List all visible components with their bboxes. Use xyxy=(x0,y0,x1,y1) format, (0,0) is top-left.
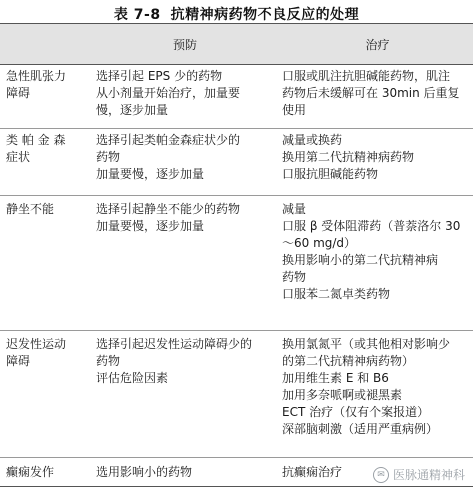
cell-line: 选择引起类帕金森症状少的 xyxy=(96,133,241,147)
wechat-icon: ✉ xyxy=(373,467,389,483)
prevention-cell xyxy=(96,464,272,481)
cell-line: 深部脑刺激（适用严重病例） xyxy=(282,422,439,436)
treatment-cell xyxy=(282,132,469,183)
cell-line: ～60 mg/d） xyxy=(282,236,357,250)
cell-line: 类 帕 金 森 xyxy=(6,133,66,147)
cell-line: 症状 xyxy=(6,150,31,164)
side-effect-cell xyxy=(6,68,90,102)
table-title-text: 抗精神病药物不良反应的处理 xyxy=(170,7,360,23)
cell-line: 口服或肌注抗胆碱能药物，肌注 xyxy=(282,69,451,83)
cell-line: 药物 xyxy=(282,270,307,284)
cell-line: 使用 xyxy=(282,103,307,117)
treatment-cell xyxy=(282,336,469,438)
prevention-cell xyxy=(96,336,272,387)
cell-line: 评估危险因素 xyxy=(96,371,169,385)
cell-line: 口服抗胆碱能药物 xyxy=(282,167,379,181)
cell-line: 的第二代抗精神病药物） xyxy=(282,354,415,368)
cell-line: 抗癫痫治疗 xyxy=(282,465,343,479)
cell-line: 减量 xyxy=(282,202,307,216)
cell-line: 药物后未缓解可在 30min 后重复 xyxy=(282,86,460,100)
bottom-rule xyxy=(0,486,473,487)
cell-line: 减量或换药 xyxy=(282,133,343,147)
cell-line: 选择引起静坐不能少的药物 xyxy=(96,202,241,216)
table-header xyxy=(0,24,473,64)
cell-line: 加用多奈哌啊或褪黑素 xyxy=(282,388,403,402)
header-prevention: 预防 xyxy=(172,38,197,52)
cell-line: 迟发性运动 xyxy=(6,337,67,351)
table-number: 表 7-8 xyxy=(113,7,161,23)
cell-line: 慢，逐步加量 xyxy=(96,103,169,117)
cell-line: 换用第二代抗精神病药物 xyxy=(282,150,415,164)
row-divider xyxy=(0,128,473,129)
cell-line: 加量要慢，逐步加量 xyxy=(96,167,205,181)
cell-line: 口服 β 受体阻滞药（普萘洛尔 30 xyxy=(282,219,461,233)
side-effect-cell xyxy=(6,464,90,481)
cell-line: 静坐不能 xyxy=(6,202,55,216)
watermark-text: 医脉通精神科 xyxy=(392,468,465,482)
row-divider xyxy=(0,195,473,196)
cell-line: 障碍 xyxy=(6,354,31,368)
cell-line: 药物 xyxy=(96,150,121,164)
cell-line: 换用氯氮平（或其他相对影响少 xyxy=(282,337,451,351)
prevention-cell xyxy=(96,132,272,183)
side-effect-cell xyxy=(6,336,90,370)
row-divider xyxy=(0,330,473,331)
side-effect-cell xyxy=(6,132,90,166)
cell-line: 口服苯二氮卓类药物 xyxy=(282,287,391,301)
cell-line: 从小剂量开始治疗，加量要 xyxy=(96,86,241,100)
header-treatment: 治疗 xyxy=(365,38,390,52)
cell-line: 急性肌张力 xyxy=(6,69,67,83)
cell-line: 障碍 xyxy=(6,86,31,100)
treatment-cell xyxy=(282,201,469,303)
row-divider xyxy=(0,457,473,458)
cell-line: 癫痫发作 xyxy=(6,465,55,479)
cell-line: 药物 xyxy=(96,354,121,368)
cell-line: ECT 治疗（仅有个案报道） xyxy=(282,405,430,419)
treatment-cell xyxy=(282,68,469,119)
table-title xyxy=(0,4,473,24)
prevention-cell xyxy=(96,68,272,119)
cell-line: 加量要慢，逐步加量 xyxy=(96,219,205,233)
side-effect-cell xyxy=(6,201,90,218)
header-rule xyxy=(0,64,473,65)
cell-line: 选择引起迟发性运动障碍少的 xyxy=(96,337,253,351)
cell-line: 加用维生素 E 和 B6 xyxy=(282,371,389,385)
cell-line: 换用影响小的第二代抗精神病 xyxy=(282,253,439,267)
watermark xyxy=(373,466,465,483)
cell-line: 选用影响小的药物 xyxy=(96,465,193,479)
cell-line: 选择引起 EPS 少的药物 xyxy=(96,69,223,83)
prevention-cell xyxy=(96,201,272,235)
